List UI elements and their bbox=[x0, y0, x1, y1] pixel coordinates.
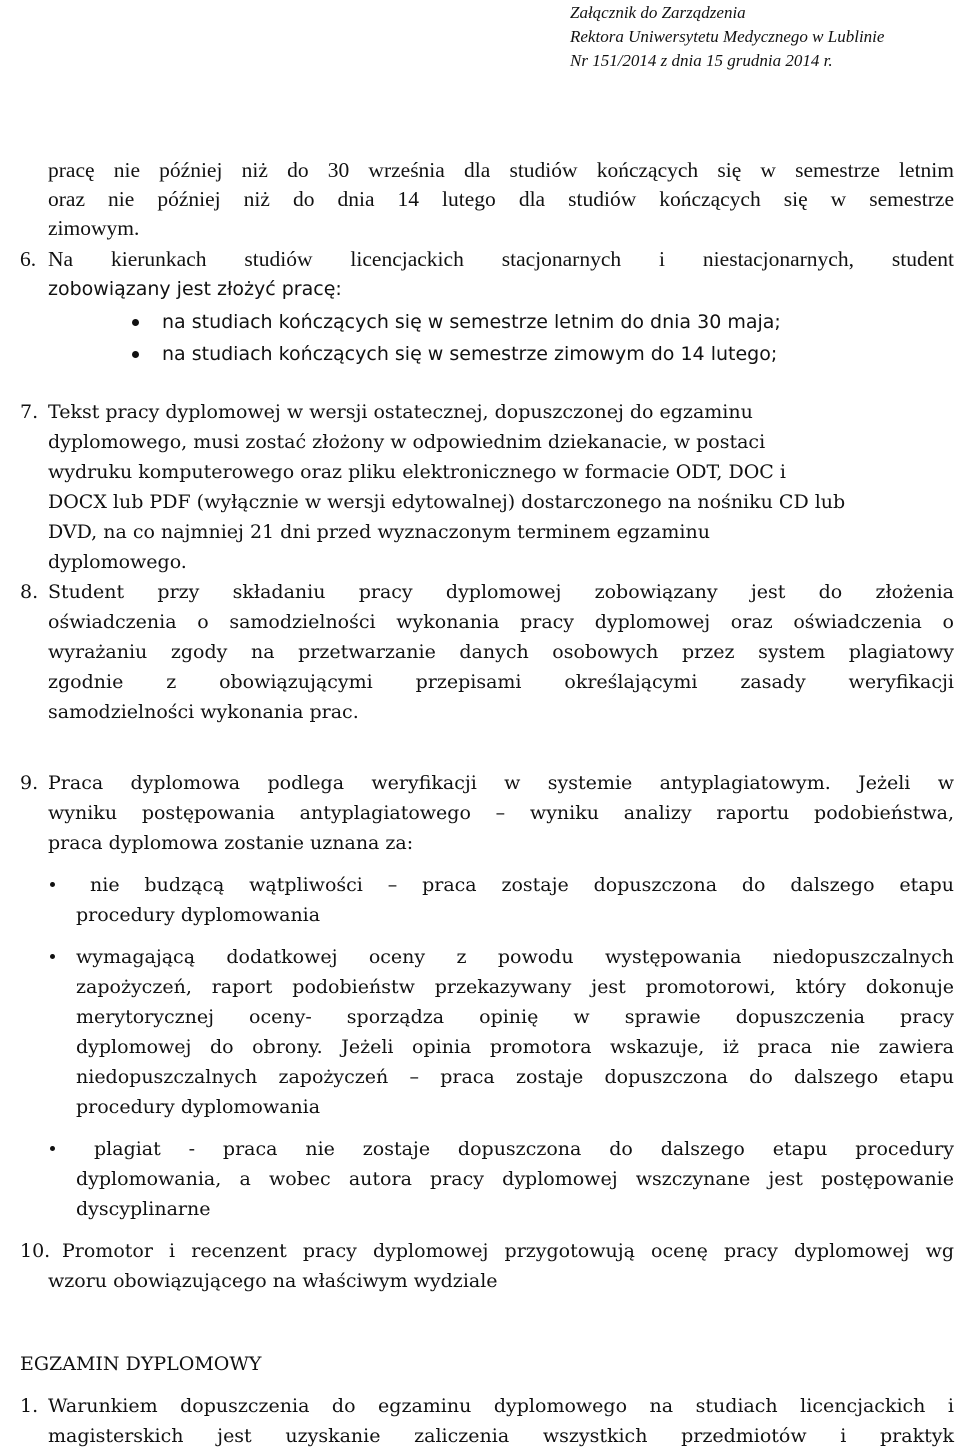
item-7-line-5: DVD, na co najmniej 21 dni przed wyznaczonym terminem egzaminu bbox=[48, 521, 710, 543]
item-9-bullet-2-line-3: merytorycznej oceny- sporządza opinię w sprawie dopuszczenia pracy bbox=[76, 1006, 954, 1028]
section-heading: EGZAMIN DYPLOMOWY bbox=[20, 1353, 262, 1375]
item-7-line-3: wydruku komputerowego oraz pliku elektronicznego w formacie ODT, DOC i bbox=[48, 461, 786, 483]
item-9-bullet-3-line-2: dyplomowania, a wobec autora pracy dyplomowej wszczynane jest postępowanie bbox=[76, 1168, 954, 1190]
item-9-bullet-2-line-6: procedury dyplomowania bbox=[76, 1096, 321, 1118]
item-6-line-1: Na kierunkach studiów licencjackich stacjonarnych i niestacjonarnych, student bbox=[48, 247, 954, 271]
item-6-number: 6. bbox=[20, 247, 37, 271]
item-9-number: 9. bbox=[20, 772, 39, 794]
bullet-icon bbox=[50, 954, 55, 959]
continuation-line-2: oraz nie później niż do dnia 14 lutego dla studiów kończących się w semestrze bbox=[48, 187, 954, 211]
item-6-bullet-1: na studiach kończących się w semestrze letnim do dnia 30 maja; bbox=[162, 311, 781, 333]
item-10-line-1: Promotor i recenzent pracy dyplomowej przygotowują ocenę pracy dyplomowej wg bbox=[62, 1240, 954, 1262]
item-6-line-2: zobowiązany jest złożyć pracę: bbox=[48, 278, 342, 300]
item-9-line-2: wyniku postępowania antyplagiatowego – wyniku analizy raportu podobieństwa, bbox=[48, 802, 954, 824]
item-9-bullet-3-line-1: plagiat - praca nie zostaje dopuszczona do dalszego etapu procedury bbox=[94, 1138, 954, 1160]
item-9-bullet-2-line-4: dyplomowej do obrony. Jeżeli opinia promotora wskazuje, iż praca nie zawiera bbox=[76, 1036, 954, 1058]
item-9-bullet-2-line-1: wymagającą dodatkowej oceny z powodu występowania niedopuszczalnych bbox=[76, 946, 954, 968]
bullet-icon bbox=[50, 882, 55, 887]
item-9-line-3: praca dyplomowa zostanie uznana za: bbox=[48, 832, 414, 854]
item-7-number: 7. bbox=[20, 401, 39, 423]
section-item-1-line-1: Warunkiem dopuszczenia do egzaminu dyplomowego na studiach licencjackich i bbox=[48, 1395, 954, 1417]
bullet-icon bbox=[132, 351, 139, 358]
item-9-bullet-2-line-2: zapożyczeń, raport podobieństw przekazywany jest promotorowi, który dokonuje bbox=[76, 976, 954, 998]
item-8-line-2: oświadczenia o samodzielności wykonania pracy dyplomowej oraz oświadczenia o bbox=[48, 611, 954, 633]
item-9-bullet-3-line-3: dyscyplinarne bbox=[76, 1198, 211, 1220]
item-8-line-5: samodzielności wykonania prac. bbox=[48, 701, 359, 723]
item-7-line-1: Tekst pracy dyplomowej w wersji ostatecznej, dopuszczonej do egzaminu bbox=[48, 401, 753, 423]
item-6-bullet-2: na studiach kończących się w semestrze zimowym do 14 lutego; bbox=[162, 343, 778, 365]
item-9-bullet-1-line-1: nie budzącą wątpliwości – praca zostaje dopuszczona do dalszego etapu bbox=[90, 874, 954, 896]
item-8-number: 8. bbox=[20, 581, 39, 603]
header bbox=[570, 1, 960, 73]
item-9-bullet-1-line-2: procedury dyplomowania bbox=[76, 904, 321, 926]
header-line-1: Załącznik do Zarządzenia bbox=[570, 3, 746, 22]
item-9-bullet-2-line-5: niedopuszczalnych zapożyczeń – praca zostaje dopuszczona do dalszego etapu bbox=[76, 1066, 954, 1088]
item-10-number: 10. bbox=[20, 1240, 51, 1262]
bullet-icon bbox=[132, 319, 139, 326]
item-7-line-6: dyplomowego. bbox=[48, 551, 187, 573]
item-8-line-4: zgodnie z obowiązującymi przepisami określającymi zasady weryfikacji bbox=[48, 671, 954, 693]
header-line-2: Rektora Uniwersytetu Medycznego w Lublinie bbox=[570, 27, 885, 46]
item-10-line-2: wzoru obowiązującego na właściwym wydziale bbox=[48, 1270, 498, 1292]
bullet-icon bbox=[50, 1146, 55, 1151]
item-7-line-4: DOCX lub PDF (wyłącznie w wersji edytowalnej) dostarczonego na nośniku CD lub bbox=[48, 491, 846, 513]
header-line-3: Nr 151/2014 z dnia 15 grudnia 2014 r. bbox=[570, 51, 833, 70]
section-item-1-number: 1. bbox=[20, 1395, 39, 1417]
item-7-line-2: dyplomowego, musi zostać złożony w odpowiednim dziekanacie, w postaci bbox=[48, 431, 766, 453]
section-item-1-line-2: magisterskich jest uzyskanie zaliczenia wszystkich przedmiotów i praktyk bbox=[48, 1425, 954, 1447]
continuation-line-3: zimowym. bbox=[48, 216, 140, 240]
continuation-line-1: pracę nie później niż do 30 września dla studiów kończących się w semestrze letnim bbox=[48, 158, 954, 182]
item-9-line-1: Praca dyplomowa podlega weryfikacji w systemie antyplagiatowym. Jeżeli w bbox=[48, 772, 954, 794]
item-8-line-3: wyrażaniu zgody na przetwarzanie danych osobowych przez system plagiatowy bbox=[48, 641, 954, 663]
item-8-line-1: Student przy składaniu pracy dyplomowej zobowiązany jest do złożenia bbox=[48, 581, 954, 603]
